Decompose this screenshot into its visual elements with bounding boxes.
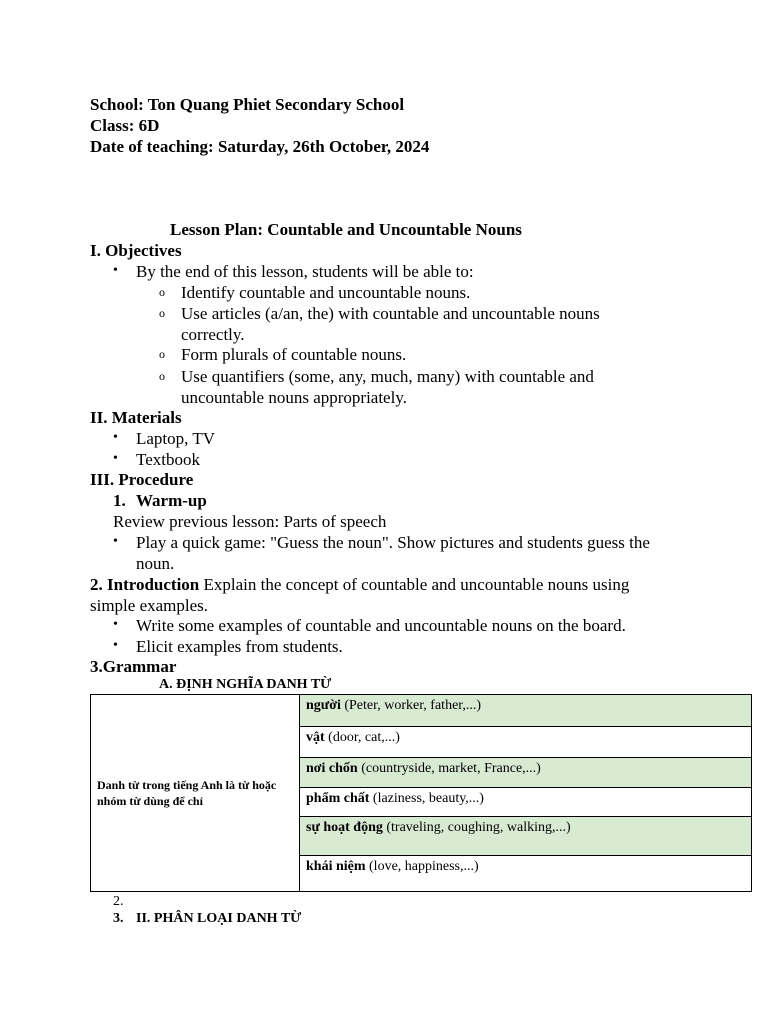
objective-item-4-cont: uncountable nouns appropriately. [181,388,407,407]
list-number-3: 3. [113,911,124,926]
noun-definition-table [90,694,752,892]
definition-cell: Danh từ trong tiếng Anh là từ hoặc nhóm từ dùng để chỉ [91,695,300,892]
bullet-icon: • [113,430,118,445]
term: vật [306,730,325,745]
material-item-1: Laptop, TV [136,429,216,448]
table-cell [300,727,752,758]
table-row [91,695,752,727]
term: phẩm chất [306,791,370,806]
warmup-number: 1. [113,491,126,510]
school-line: School: Ton Quang Phiet Secondary School [90,95,405,114]
materials-heading: II. Materials [90,408,182,427]
example: (laziness, beauty,...) [369,791,484,806]
warmup-bullet: Play a quick game: "Guess the noun". Show pictures and students guess the [136,533,650,552]
example: (traveling, coughing, walking,...) [382,820,571,835]
list-number-2: 2. [113,894,124,909]
example: (door, cat,...) [324,730,400,745]
warmup-title: Warm-up [136,491,207,510]
introduction-title: 2. Introduction [90,575,200,594]
procedure-heading: III. Procedure [90,470,194,489]
term: nơi chốn [306,761,358,776]
sub-bullet-icon: o [159,285,165,299]
material-item-2: Textbook [136,450,200,469]
class-line: Class: 6D [90,116,160,135]
introduction-bullet-1: Write some examples of countable and uncountable nouns on the board. [136,616,626,635]
sub-bullet-icon: o [159,369,165,383]
sub-bullet-icon: o [159,306,165,320]
table-cell [300,695,752,727]
objective-item-2-cont: correctly. [181,325,245,344]
objective-item-2: Use articles (a/an, the) with countable and uncountable nouns [181,304,600,323]
example: (Peter, worker, father,...) [340,698,482,713]
objective-item-4: Use quantifiers (some, any, much, many) with countable and [181,367,594,386]
objectives-intro: By the end of this lesson, students will be able to: [136,262,474,281]
introduction-paragraph [90,574,629,595]
introduction-bullet-2: Elicit examples from students. [136,637,343,656]
bullet-icon: • [113,451,118,466]
section-ii-heading: II. PHÂN LOẠI DANH TỪ [136,911,302,926]
term: sự hoạt động [306,820,383,835]
warmup-review: Review previous lesson: Parts of speech [113,512,387,531]
introduction-text-cont: simple examples. [90,596,209,615]
sub-bullet-icon: o [159,347,165,361]
section-a-heading: A. ĐỊNH NGHĨA DANH TỪ [159,677,332,692]
lesson-title: Lesson Plan: Countable and Uncountable Nouns [170,220,522,239]
table-cell [300,817,752,856]
grammar-heading: 3.Grammar [90,657,177,676]
objective-item-1: Identify countable and uncountable nouns. [181,283,471,302]
bullet-icon: • [113,263,118,278]
introduction-text: Explain the concept of countable and uncountable nouns using [199,575,630,594]
table-cell [300,856,752,892]
term: khái niệm [306,859,366,874]
term: người [306,698,341,713]
table-cell [300,788,752,817]
objective-item-3: Form plurals of countable nouns. [181,345,407,364]
bullet-icon: • [113,617,118,632]
objectives-heading: I. Objectives [90,241,182,260]
date-line: Date of teaching: Saturday, 26th October, 2024 [90,137,430,156]
bullet-icon: • [113,638,118,653]
warmup-bullet-cont: noun. [136,554,175,573]
example: (countryside, market, France,...) [357,761,541,776]
example: (love, happiness,...) [365,859,479,874]
bullet-icon: • [113,534,118,549]
table-cell [300,758,752,788]
